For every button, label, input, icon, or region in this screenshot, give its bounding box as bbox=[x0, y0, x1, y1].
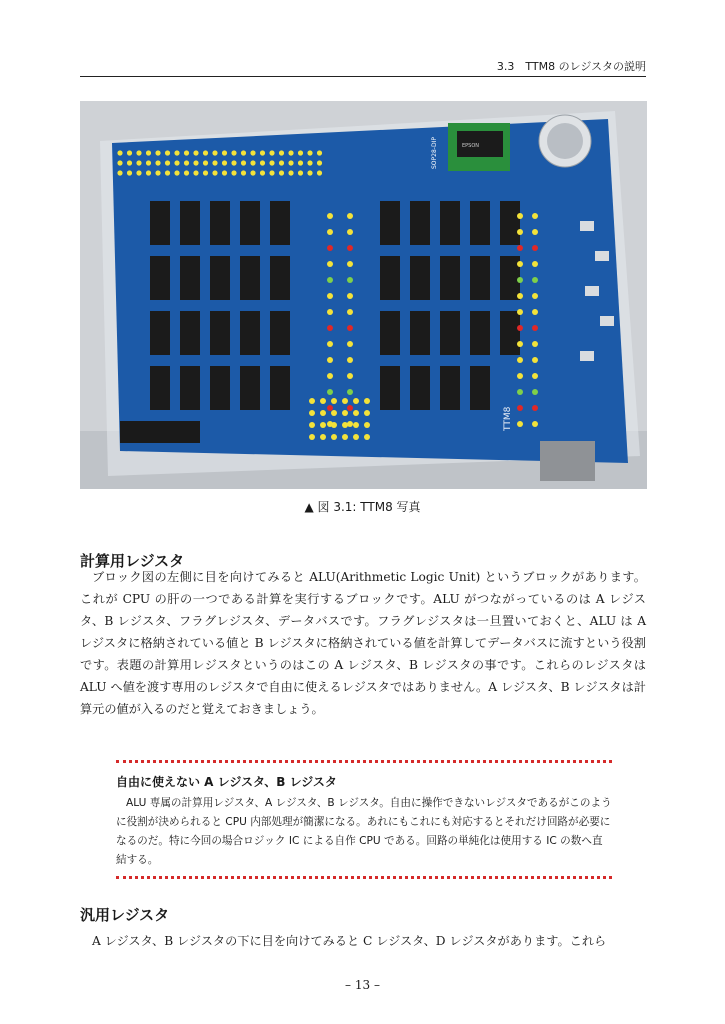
ic-chip bbox=[410, 256, 430, 300]
silkscreen-ttm8: TTM8 bbox=[503, 406, 513, 431]
ic-chip bbox=[150, 311, 170, 355]
ic-chip bbox=[440, 366, 460, 410]
led bbox=[288, 150, 293, 155]
led bbox=[517, 325, 523, 331]
led bbox=[347, 389, 353, 395]
led bbox=[260, 170, 265, 175]
led bbox=[517, 277, 523, 283]
led bbox=[260, 150, 265, 155]
page-number: – 13 – bbox=[345, 978, 380, 992]
ic-chip bbox=[270, 366, 290, 410]
led bbox=[364, 410, 370, 416]
ic-chip bbox=[440, 256, 460, 300]
led bbox=[347, 357, 353, 363]
note-top-border bbox=[116, 760, 612, 763]
led bbox=[327, 357, 333, 363]
ic-chip bbox=[410, 311, 430, 355]
component bbox=[595, 251, 609, 261]
ic-chip bbox=[180, 366, 200, 410]
led bbox=[517, 373, 523, 379]
led bbox=[327, 213, 333, 219]
led bbox=[309, 422, 315, 428]
led bbox=[347, 341, 353, 347]
led bbox=[127, 170, 132, 175]
ic-chip bbox=[470, 256, 490, 300]
ttm8-board-photo bbox=[80, 101, 647, 489]
led bbox=[146, 160, 151, 165]
led bbox=[532, 213, 538, 219]
led bbox=[193, 170, 198, 175]
led bbox=[222, 170, 227, 175]
led bbox=[347, 229, 353, 235]
led bbox=[342, 434, 348, 440]
led bbox=[174, 150, 179, 155]
led bbox=[279, 150, 284, 155]
note-body: ALU 専属の計算用レジスタ、A レジスタ、B レジスタ。自由に操作できないレジスタであるがこのように役割が決められると CPU 内部処理が簡潔になる。あれにもこれにも対応するとそれだけ回路が必要になるのだ。特に今回の場合ロジック IC による自作 CPU である。回路の単純化は使用する IC の数へ直結する。 bbox=[116, 797, 612, 866]
ic-chip bbox=[440, 201, 460, 245]
led bbox=[269, 170, 274, 175]
section-heading-2: 汎用レジスタ bbox=[80, 906, 170, 924]
usb-connector bbox=[540, 441, 595, 481]
led bbox=[347, 277, 353, 283]
led bbox=[250, 160, 255, 165]
led bbox=[241, 150, 246, 155]
led bbox=[532, 229, 538, 235]
led bbox=[203, 160, 208, 165]
chip-brand: EPSON bbox=[462, 143, 480, 149]
led bbox=[127, 150, 132, 155]
note-box bbox=[116, 760, 612, 874]
led bbox=[320, 398, 326, 404]
led bbox=[184, 150, 189, 155]
led bbox=[364, 434, 370, 440]
led bbox=[193, 160, 198, 165]
led bbox=[165, 160, 170, 165]
ic-chip bbox=[150, 256, 170, 300]
led bbox=[347, 309, 353, 315]
led bbox=[317, 160, 322, 165]
ic-chip bbox=[500, 201, 520, 245]
led bbox=[203, 170, 208, 175]
led bbox=[347, 245, 353, 251]
ic-chip bbox=[380, 256, 400, 300]
note-bottom-border bbox=[116, 876, 612, 879]
ic-chip bbox=[210, 201, 230, 245]
led bbox=[146, 170, 151, 175]
led bbox=[517, 309, 523, 315]
ic-chip bbox=[470, 366, 490, 410]
led bbox=[307, 170, 312, 175]
ic-chip bbox=[380, 201, 400, 245]
led bbox=[532, 309, 538, 315]
led bbox=[174, 170, 179, 175]
pin-header bbox=[120, 421, 200, 443]
led bbox=[364, 398, 370, 404]
led bbox=[517, 357, 523, 363]
led bbox=[347, 325, 353, 331]
led bbox=[364, 422, 370, 428]
led bbox=[231, 150, 236, 155]
page-header bbox=[80, 54, 646, 77]
led bbox=[517, 213, 523, 219]
led bbox=[193, 150, 198, 155]
led bbox=[317, 170, 322, 175]
led bbox=[298, 170, 303, 175]
ic-chip bbox=[470, 311, 490, 355]
led bbox=[136, 150, 141, 155]
led bbox=[353, 398, 359, 404]
ic-chip bbox=[410, 366, 430, 410]
ic-chip bbox=[270, 256, 290, 300]
led bbox=[517, 261, 523, 267]
led bbox=[117, 150, 122, 155]
led bbox=[517, 421, 523, 427]
ic-chip bbox=[240, 201, 260, 245]
body-paragraph: ブロック図の左側に目を向けてみると ALU(Arithmetic Logic Unit) というブロックがあります。これが CPU の肝の一つである計算を実行するブロックです。ALU がつながっているのは A レジスタ、B レジスタ、フラグレジスタ、データバスです。フラグレジスタは一旦置いておくと、ALU は A レジスタに格納されている値と B レジスタに格納されている値を計算してデータバスに流すという役割です。表題の計算用レジスタというのはこの A レジスタ、B レジスタの事です。これらのレジスタは ALU へ値を渡す専用のレジスタで自由に使えるレジスタではありません。A レジスタ、B レジスタは計算元の値が入るのだと覚えておきましょう。 bbox=[80, 570, 646, 716]
led bbox=[212, 160, 217, 165]
led bbox=[331, 398, 337, 404]
led bbox=[532, 373, 538, 379]
led bbox=[532, 389, 538, 395]
led bbox=[320, 434, 326, 440]
led bbox=[347, 421, 353, 427]
led bbox=[117, 160, 122, 165]
led bbox=[212, 150, 217, 155]
led bbox=[155, 160, 160, 165]
led bbox=[342, 410, 348, 416]
ic-chip bbox=[150, 201, 170, 245]
led bbox=[165, 150, 170, 155]
led bbox=[517, 405, 523, 411]
led bbox=[353, 434, 359, 440]
led bbox=[327, 245, 333, 251]
led bbox=[327, 277, 333, 283]
led bbox=[309, 434, 315, 440]
led bbox=[307, 160, 312, 165]
led bbox=[353, 410, 359, 416]
led bbox=[309, 410, 315, 416]
ic-chip bbox=[270, 311, 290, 355]
led bbox=[517, 341, 523, 347]
led bbox=[146, 150, 151, 155]
ic-chip bbox=[470, 201, 490, 245]
led bbox=[127, 160, 132, 165]
led bbox=[327, 389, 333, 395]
led bbox=[517, 293, 523, 299]
led bbox=[184, 160, 189, 165]
led bbox=[241, 160, 246, 165]
led bbox=[136, 170, 141, 175]
led bbox=[532, 325, 538, 331]
body-paragraph-2: A レジスタ、B レジスタの下に目を向けてみると C レジスタ、D レジスタがあります。これら bbox=[92, 934, 607, 948]
note-title: 自由に使えない A レジスタ、B レジスタ bbox=[116, 775, 337, 789]
board-illustration bbox=[80, 101, 647, 489]
component bbox=[585, 286, 599, 296]
led bbox=[320, 422, 326, 428]
led bbox=[269, 150, 274, 155]
ic-chip bbox=[180, 256, 200, 300]
led bbox=[222, 150, 227, 155]
led bbox=[347, 373, 353, 379]
ic-chip bbox=[410, 201, 430, 245]
led bbox=[331, 434, 337, 440]
led bbox=[327, 293, 333, 299]
led bbox=[532, 357, 538, 363]
led bbox=[155, 150, 160, 155]
led bbox=[250, 170, 255, 175]
led bbox=[117, 170, 122, 175]
ic-chip bbox=[150, 366, 170, 410]
ic-chip bbox=[210, 311, 230, 355]
led bbox=[184, 170, 189, 175]
component bbox=[580, 351, 594, 361]
led bbox=[532, 293, 538, 299]
led bbox=[347, 261, 353, 267]
ic-chip bbox=[180, 201, 200, 245]
led bbox=[342, 398, 348, 404]
led bbox=[347, 293, 353, 299]
ic-chip bbox=[210, 256, 230, 300]
led bbox=[347, 405, 353, 411]
led bbox=[331, 422, 337, 428]
led bbox=[347, 213, 353, 219]
chip-label: SOP28-DIP bbox=[431, 137, 438, 169]
led bbox=[331, 410, 337, 416]
led bbox=[532, 261, 538, 267]
ic-chip bbox=[240, 366, 260, 410]
led bbox=[517, 245, 523, 251]
led bbox=[532, 245, 538, 251]
led bbox=[517, 389, 523, 395]
ic-chip bbox=[500, 256, 520, 300]
ic-chip bbox=[380, 311, 400, 355]
led bbox=[327, 229, 333, 235]
ic-chip bbox=[210, 366, 230, 410]
led bbox=[317, 150, 322, 155]
ic-chip bbox=[500, 311, 520, 355]
led bbox=[327, 341, 333, 347]
figure-caption: ▲ 図 3.1: TTM8 写真 bbox=[304, 500, 421, 514]
led bbox=[174, 160, 179, 165]
led bbox=[155, 170, 160, 175]
led bbox=[279, 160, 284, 165]
led bbox=[342, 422, 348, 428]
led bbox=[298, 150, 303, 155]
led bbox=[309, 398, 315, 404]
led bbox=[288, 160, 293, 165]
led bbox=[231, 170, 236, 175]
led bbox=[532, 277, 538, 283]
led bbox=[532, 405, 538, 411]
led bbox=[288, 170, 293, 175]
ic-chip bbox=[180, 311, 200, 355]
led bbox=[250, 150, 255, 155]
led bbox=[320, 410, 326, 416]
led bbox=[241, 170, 246, 175]
led bbox=[222, 160, 227, 165]
ic-chip bbox=[380, 366, 400, 410]
led bbox=[532, 341, 538, 347]
ic-chip bbox=[240, 256, 260, 300]
led bbox=[327, 405, 333, 411]
ic-chip bbox=[270, 201, 290, 245]
led bbox=[327, 261, 333, 267]
running-header: 3.3 TTM8 のレジスタの説明 bbox=[496, 60, 646, 73]
component bbox=[580, 221, 594, 231]
ic-chip bbox=[240, 311, 260, 355]
led bbox=[136, 160, 141, 165]
led bbox=[517, 229, 523, 235]
led bbox=[203, 150, 208, 155]
led bbox=[327, 309, 333, 315]
ic-chip bbox=[440, 311, 460, 355]
led bbox=[327, 373, 333, 379]
led bbox=[165, 170, 170, 175]
led bbox=[298, 160, 303, 165]
led bbox=[532, 421, 538, 427]
component bbox=[600, 316, 614, 326]
led bbox=[260, 160, 265, 165]
led bbox=[327, 325, 333, 331]
led bbox=[231, 160, 236, 165]
led bbox=[307, 150, 312, 155]
led bbox=[353, 422, 359, 428]
section-heading: 計算用レジスタ bbox=[80, 552, 185, 570]
led bbox=[269, 160, 274, 165]
led bbox=[212, 170, 217, 175]
led bbox=[279, 170, 284, 175]
